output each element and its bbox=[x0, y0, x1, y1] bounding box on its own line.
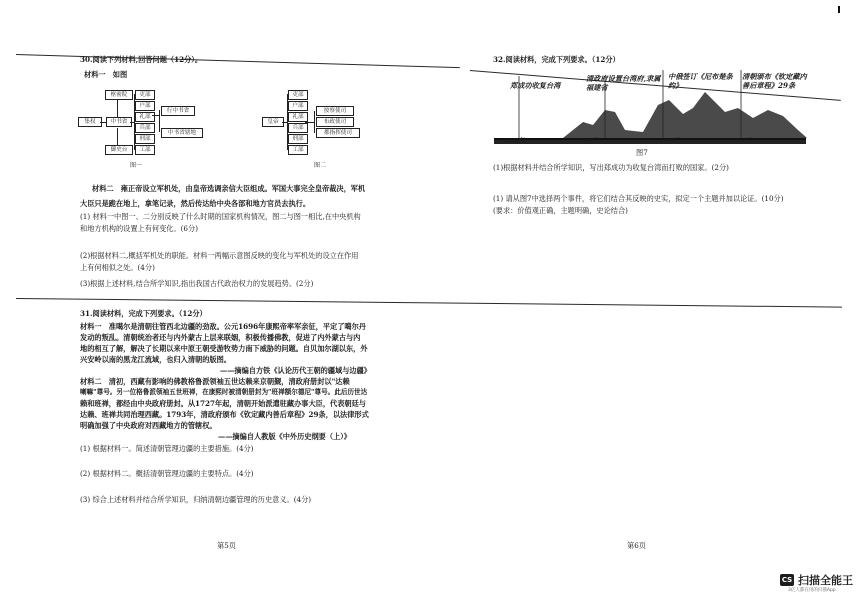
q30-material2-line2: 大臣只是跪在地上，拿笔记录，然后传达给中央各部和地方官员去执行。 bbox=[80, 199, 311, 208]
q31-material1-line: 地的相互了解，解决了长期以来中原王朝受游牧势力南下威胁的问题。自贝加尔湖以东，外 bbox=[80, 344, 368, 353]
fig1-caption: 图一 bbox=[130, 162, 143, 169]
scanner-logo-icon: CS bbox=[781, 576, 793, 584]
q31-material2-line: 材料二 清初，西藏有影响的佛教格鲁派领袖五世达赖来京朝觐，清政府册封以"达赖 bbox=[80, 377, 350, 386]
fig1-box-bottom: 御史台 bbox=[105, 145, 133, 155]
timeline-label-1: 郑成功收复台湾 bbox=[510, 81, 561, 90]
scanner-app-name: 扫描全能王 bbox=[798, 574, 853, 587]
timeline-label-3: 中俄签订《尼布楚条约》 bbox=[668, 72, 733, 91]
q31-material2-line: 喇嘛"尊号。另一位格鲁派领袖五世班禅，在康熙时被清朝册封为"班禅额尔德尼"尊号。此后历世达 bbox=[80, 388, 368, 396]
q30-title: 30.阅读下列材料,回答问题（12分）。 bbox=[80, 55, 203, 64]
fig1-dept: 刑部 bbox=[135, 134, 155, 144]
fig1-dept: 工部 bbox=[135, 145, 155, 155]
q30-question2-line1: (2)根据材料二,概括军机处的职能。材料一两幅示意图反映的变化与军机处的设立在作用 bbox=[80, 251, 359, 260]
timeline-year: 1793年 bbox=[732, 138, 753, 144]
scan-edge-line bbox=[16, 298, 842, 308]
q31-material1-line: 兴安岭以南的黑龙江流域，也归入清朝的版图。 bbox=[80, 355, 231, 364]
timeline-year: 1689年 bbox=[660, 138, 681, 144]
q32-question2-line2: (要求：价值观正确，主题明确，史论结合) bbox=[493, 206, 628, 215]
q31-material2-line: 达赖、班禅共同治理西藏。1793年，清政府颁布《钦定藏内善后章程》29条，以法律形式 bbox=[80, 410, 369, 419]
scanner-app-tagline: 3亿人都在用的扫描App bbox=[788, 588, 836, 593]
q31-question1: (1) 根据材料一。简述清朝管理边疆的主要措施。(4分) bbox=[80, 444, 254, 453]
fig1-dept: 礼部 bbox=[135, 112, 155, 122]
page-number-left: 第5页 bbox=[217, 541, 236, 550]
q31-material2-source: ——摘编自人教版《中外历史纲要（上）》 bbox=[218, 432, 351, 441]
timeline-year: 1684年 bbox=[578, 138, 599, 144]
q31-title: 31.阅读材料，完成下列要求。（12分） bbox=[80, 309, 207, 318]
q31-material2-line: 赖和班禅，都经由中央政府册封。从1727年起，清朝开始派遣驻藏办事大臣，代表朝廷与 bbox=[80, 399, 366, 408]
q30-question1-line2: 和地方机构的设置上有何变化。(6分) bbox=[80, 224, 198, 233]
q32-question2-line1: (1) 请从图7中选择两个事件，将它们结合其反映的史实，拟定一个主题并加以论证。(10分) bbox=[493, 194, 784, 203]
fig2-dept: 礼部 bbox=[288, 112, 308, 122]
timeline-caption: 图7 bbox=[636, 148, 648, 157]
fig2-box-right: 按察使司 bbox=[316, 106, 354, 116]
fig1-box-right1: 行中书省 bbox=[161, 106, 195, 116]
fig2-dept: 工部 bbox=[288, 145, 308, 155]
q31-material1-line: 发动的叛乱。清朝统治者还与内外蒙古上层来联姻，积极传播佛教，促进了内外蒙古与内 bbox=[80, 333, 361, 342]
fig2-box-right: 都指挥使司 bbox=[316, 128, 360, 138]
fig1-dept: 吏部 bbox=[135, 90, 155, 100]
fig1-box-left: 集权 bbox=[78, 117, 102, 127]
fig2-box-right: 布政使司 bbox=[316, 117, 354, 127]
timeline-label-4: 清朝颁布《钦定藏内善后章程》29条 bbox=[742, 72, 807, 91]
scan-mark bbox=[838, 6, 840, 13]
fig2-dept: 户部 bbox=[288, 101, 308, 111]
fig1-dept: 户部 bbox=[135, 101, 155, 111]
q30-material1-label: 材料一 如图 bbox=[84, 70, 128, 79]
fig2-caption: 图二 bbox=[314, 162, 327, 169]
q31-material1-source: ——摘编自方铁《认论历代王朝的疆域与边疆》 bbox=[220, 366, 371, 375]
q32-question1: (1)根据材料并结合所学知识，写出郑成功为收复台湾而打败的国家。(2分) bbox=[493, 163, 729, 172]
fig1-box-top: 枢密院 bbox=[105, 90, 133, 100]
page-number-right: 第6页 bbox=[627, 541, 646, 550]
timeline-year: 1662年 bbox=[505, 138, 526, 144]
q31-question3: (3) 综合上述材料并结合所学知识，归纳清朝边疆管理的历史意义。(4分) bbox=[80, 495, 312, 504]
q30-material2-line1: 材料二 雍正帝设立军机处，由皇帝选调亲信大臣组成。军国大事完全皇帝裁决，军机 bbox=[92, 184, 366, 193]
fig1-dept: 兵部 bbox=[135, 123, 155, 133]
fig2-dept: 兵部 bbox=[288, 123, 308, 133]
q30-question3: (3)根据上述材料,结合所学知识,指出我国古代政治权力的发展趋势。(2分) bbox=[80, 279, 314, 288]
q31-material2-line: 明确加强了中央政府对西藏地方的管辖权。 bbox=[80, 421, 217, 430]
fig2-dept: 刑部 bbox=[288, 134, 308, 144]
fig1-box-center: 中书省 bbox=[106, 117, 132, 127]
q30-question2-line2: 上有何相似之处。(4分) bbox=[80, 263, 155, 272]
q31-question2: (2) 根据材料二。概括清朝管理边疆的主要特点。(4分) bbox=[80, 469, 254, 478]
q31-material1-line: 材料一 准噶尔是清朝往管西北边疆的劲敌。公元1696年康熙帝率军亲征，平定了噶尔丹 bbox=[80, 322, 366, 331]
q32-title: 32.阅读材料，完成下列要求。（12分） bbox=[493, 55, 620, 64]
fig2-box-left: 皇帝 bbox=[262, 117, 284, 127]
q30-question1-line1: (1) 材料一中图一、二分别反映了什么时期的国家机构情况，图二与图一相比,在中央机构 bbox=[80, 212, 361, 221]
fig1-box-right2: 中书省辖地 bbox=[161, 128, 203, 138]
timeline-label-2: 清政府设置台湾府,隶属福建省 bbox=[586, 74, 661, 93]
fig2-dept: 吏部 bbox=[288, 90, 308, 100]
